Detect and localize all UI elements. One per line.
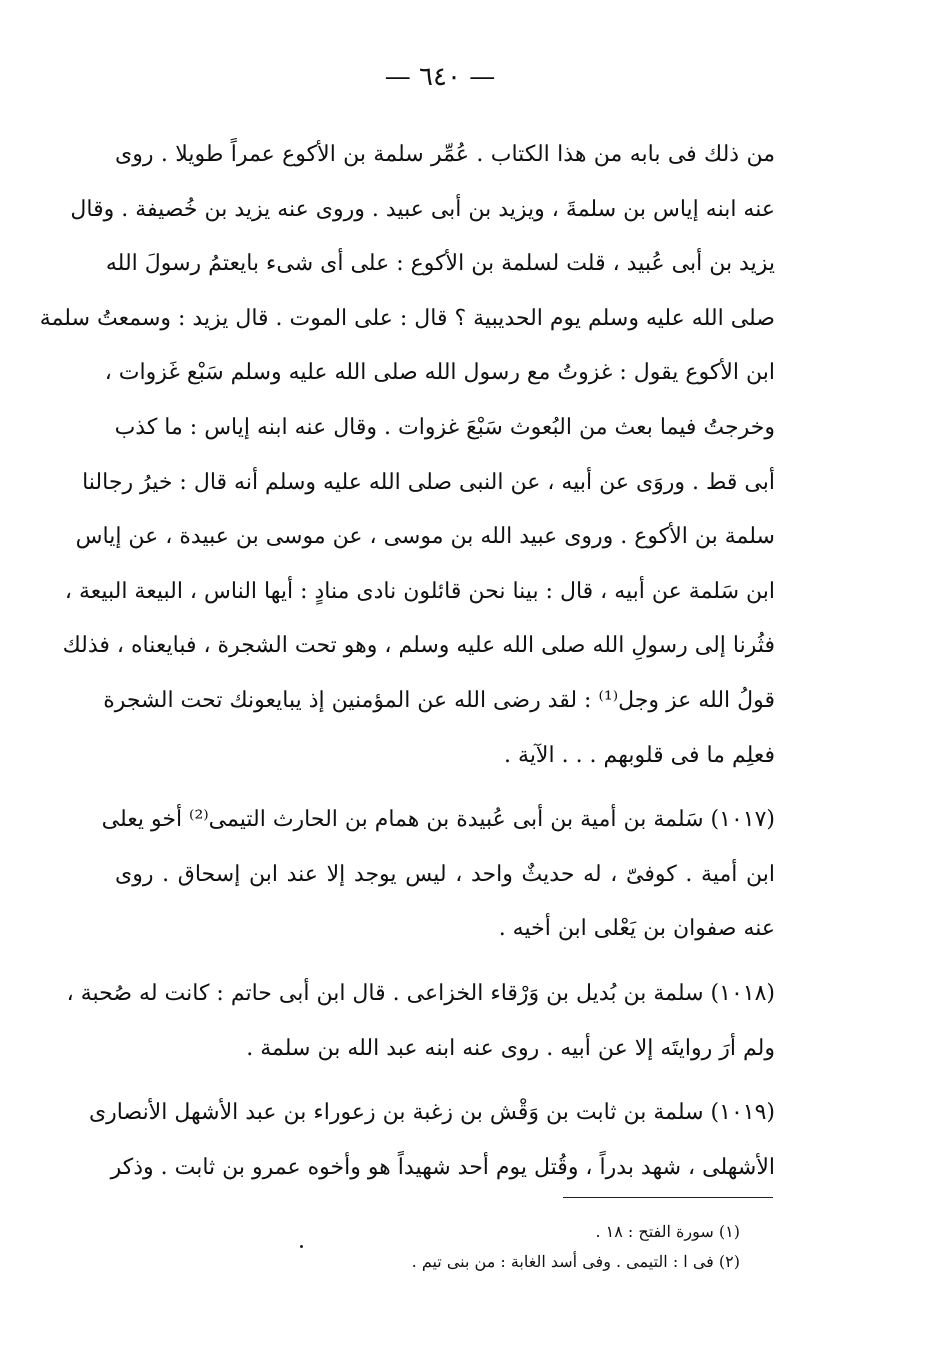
text-line: أبى قط . وروَى عن أبيه ، عن النبى صلى الله عليه وسلم أنه قال : خيرُ رجالنا xyxy=(82,469,775,495)
entry-1019 xyxy=(88,1086,775,1195)
body-text xyxy=(39,128,775,1195)
text-line: (١٠١٨) سلمة بن بُديل بن وَرْقاء الخزاعى . قال ابن أبى حاتم : كانت له صُحبة ، xyxy=(66,980,775,1006)
text-line: قولُ الله عز وجل⁽¹⁾ : لقد رضى الله عن المؤمنين إذ يبايعونك تحت الشجرة xyxy=(103,687,775,713)
text-line: وخرجتُ فيما بعث من البُعوث سَبْعَ غزوات . وقال عنه ابنه إياس : ما كذب xyxy=(114,414,775,440)
text-line: الأشهلى ، شهد بدراً ، وقُتل يوم أحد شهيداً هو وأخوه عمرو بن ثابت . وذكر xyxy=(110,1154,775,1180)
text-line: (١٠١٩) سلمة بن ثابت بن وَقْش بن زغبة بن زعوراء بن عبد الأشهل الأنصارى xyxy=(88,1100,775,1126)
text-line: ابن الأكوع يقول : غزوتُ مع رسول الله صلى الله عليه وسلم سَبْع غَزوات ، xyxy=(104,360,775,386)
text-line: فثُرنا إلى رسولِ الله صلى الله عليه وسلم ، وهو تحت الشجرة ، فبايعناه ، فذلك xyxy=(62,633,775,659)
entry-1018 xyxy=(66,967,775,1076)
ink-speck xyxy=(300,1245,303,1248)
footnote-2: (٢) فى ا : التيمى . وفى أسد الغابة : من بنى تيم . xyxy=(411,1252,740,1271)
text-line: ولم أرَ روايتَه إلا عن أبيه . روى عنه ابنه عبد الله بن سلمة . xyxy=(246,1035,775,1061)
paragraph-gap xyxy=(115,1076,775,1086)
entry-1017 xyxy=(101,793,775,957)
page-number: — ٦٤٠ — xyxy=(384,62,496,92)
text-line: من ذلك فى بابه من هذا الكتاب . عُمِّر سلمة بن الأكوع عمراً طويلا . روى xyxy=(115,142,775,167)
footnote-divider xyxy=(563,1197,773,1198)
footnote-1: (١) سورة الفتح : ١٨ . xyxy=(595,1222,740,1241)
paragraph-gap xyxy=(115,783,775,793)
text-line: صلى الله عليه وسلم يوم الحديبية ؟ قال : على الموت . قال يزيد : وسمعتُ سلمة xyxy=(39,305,775,331)
text-line: ابن سَلمة عن أبيه ، قال : بينا نحن قائلون نادى منادٍ : أيها الناس ، البيعة البيعة ، xyxy=(64,578,775,604)
paragraph-gap xyxy=(115,957,775,967)
footnotes xyxy=(300,1217,740,1277)
text-line: فعلِم ما فى قلوبهم . . . الآية . xyxy=(504,742,775,768)
paragraph-salama-ibn-al-akwa xyxy=(39,128,775,783)
text-line: ابن أمية . كوفىّ ، له حديثٌ واحد ، ليس يوجد إلا عند ابن إسحاق . روى xyxy=(115,861,775,887)
text-line: عنه صفوان بن يَعْلى ابن أخيه . xyxy=(498,916,775,942)
text-line: عنه ابنه إياس بن سلمةَ ، ويزيد بن أبى عبيد . وروى عنه يزيد بن خُصيفة . وقال xyxy=(70,196,775,222)
text-line: (١٠١٧) سَلمة بن أمية بن أبى عُبيدة بن همام بن الحارث التيمى⁽²⁾ أخو يعلى xyxy=(101,807,775,833)
text-line: يزيد بن أبى عُبيد ، قلت لسلمة بن الأكوع : على أى شىء بايعتمُ رسولَ الله xyxy=(105,251,775,277)
text-line: سلمة بن الأكوع . وروى عبيد الله بن موسى ، عن موسى بن عبيدة ، عن إياس xyxy=(75,524,775,550)
